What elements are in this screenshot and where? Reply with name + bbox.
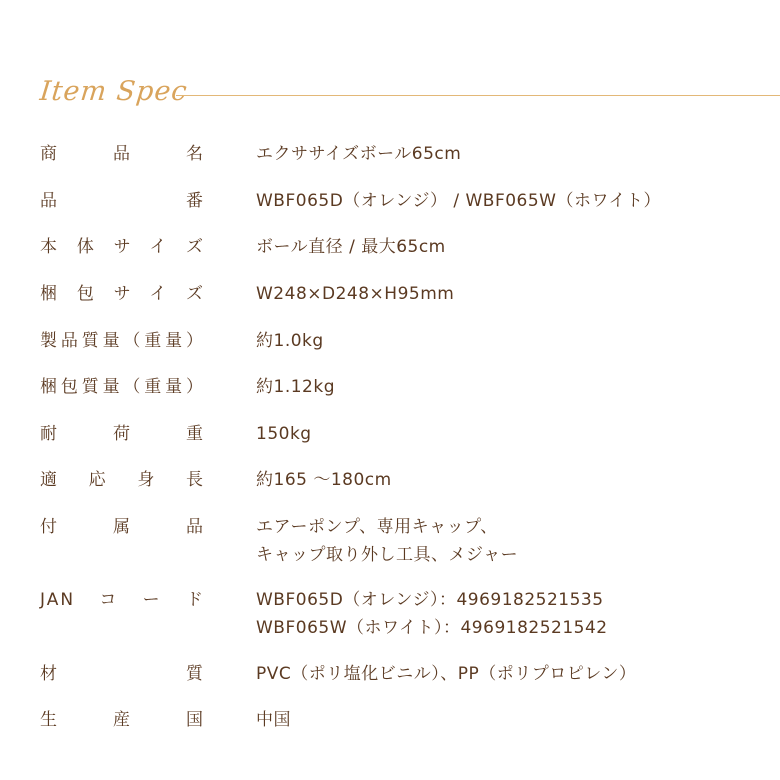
spec-label: 耐荷重 <box>40 424 205 444</box>
spec-label: 製品質量（重量） <box>40 331 205 351</box>
spec-label: 商品名 <box>40 144 205 164</box>
spec-value <box>256 327 736 355</box>
spec-value <box>256 420 736 448</box>
spec-value-line: 中国 <box>256 710 291 730</box>
spec-value-line: 約1.12kg <box>256 377 335 397</box>
spec-value <box>256 586 736 642</box>
spec-value-line: エアーポンプ、専用キャップ、 <box>256 517 498 537</box>
spec-label: 梱包サイズ <box>40 284 205 304</box>
spec-value-line: W248×D248×H95mm <box>256 284 455 304</box>
spec-value-line: ボール直径 / 最大65cm <box>256 237 446 257</box>
spec-value-line: 150kg <box>256 424 312 444</box>
spec-value <box>256 706 736 734</box>
spec-label: 生産国 <box>40 710 205 730</box>
spec-value <box>256 233 736 261</box>
spec-value-line: エクササイズボール65cm <box>256 144 462 164</box>
spec-value <box>256 513 736 569</box>
spec-value <box>256 187 736 215</box>
spec-label: 適応身長 <box>40 470 205 490</box>
spec-label: 材質 <box>40 664 205 684</box>
spec-value-line: 約1.0kg <box>256 331 324 351</box>
header-divider <box>176 95 780 96</box>
spec-value-line: キャップ取り外し工具、メジャー <box>256 545 519 565</box>
spec-value <box>256 373 736 401</box>
spec-value <box>256 466 736 494</box>
spec-header <box>40 72 780 120</box>
spec-value-line: 約165 ～180cm <box>256 470 392 490</box>
spec-label: 品番 <box>40 191 205 211</box>
spec-label: JANコード <box>40 590 205 610</box>
spec-label: 本体サイズ <box>40 237 205 257</box>
section-title: Item Spec <box>38 76 190 107</box>
spec-value <box>256 140 736 168</box>
spec-value-line: WBF065W（ホワイト）：4969182521542 <box>256 618 608 638</box>
spec-label: 梱包質量（重量） <box>40 377 205 397</box>
spec-label: 付属品 <box>40 517 205 537</box>
spec-value-line: WBF065D（オレンジ）：4969182521535 <box>256 590 604 610</box>
spec-value <box>256 660 736 688</box>
spec-value-line: WBF065D（オレンジ） / WBF065W（ホワイト） <box>256 191 661 211</box>
spec-value <box>256 280 736 308</box>
spec-value-line: PVC（ポリ塩化ビニル）、PP（ポリプロピレン） <box>256 664 637 684</box>
